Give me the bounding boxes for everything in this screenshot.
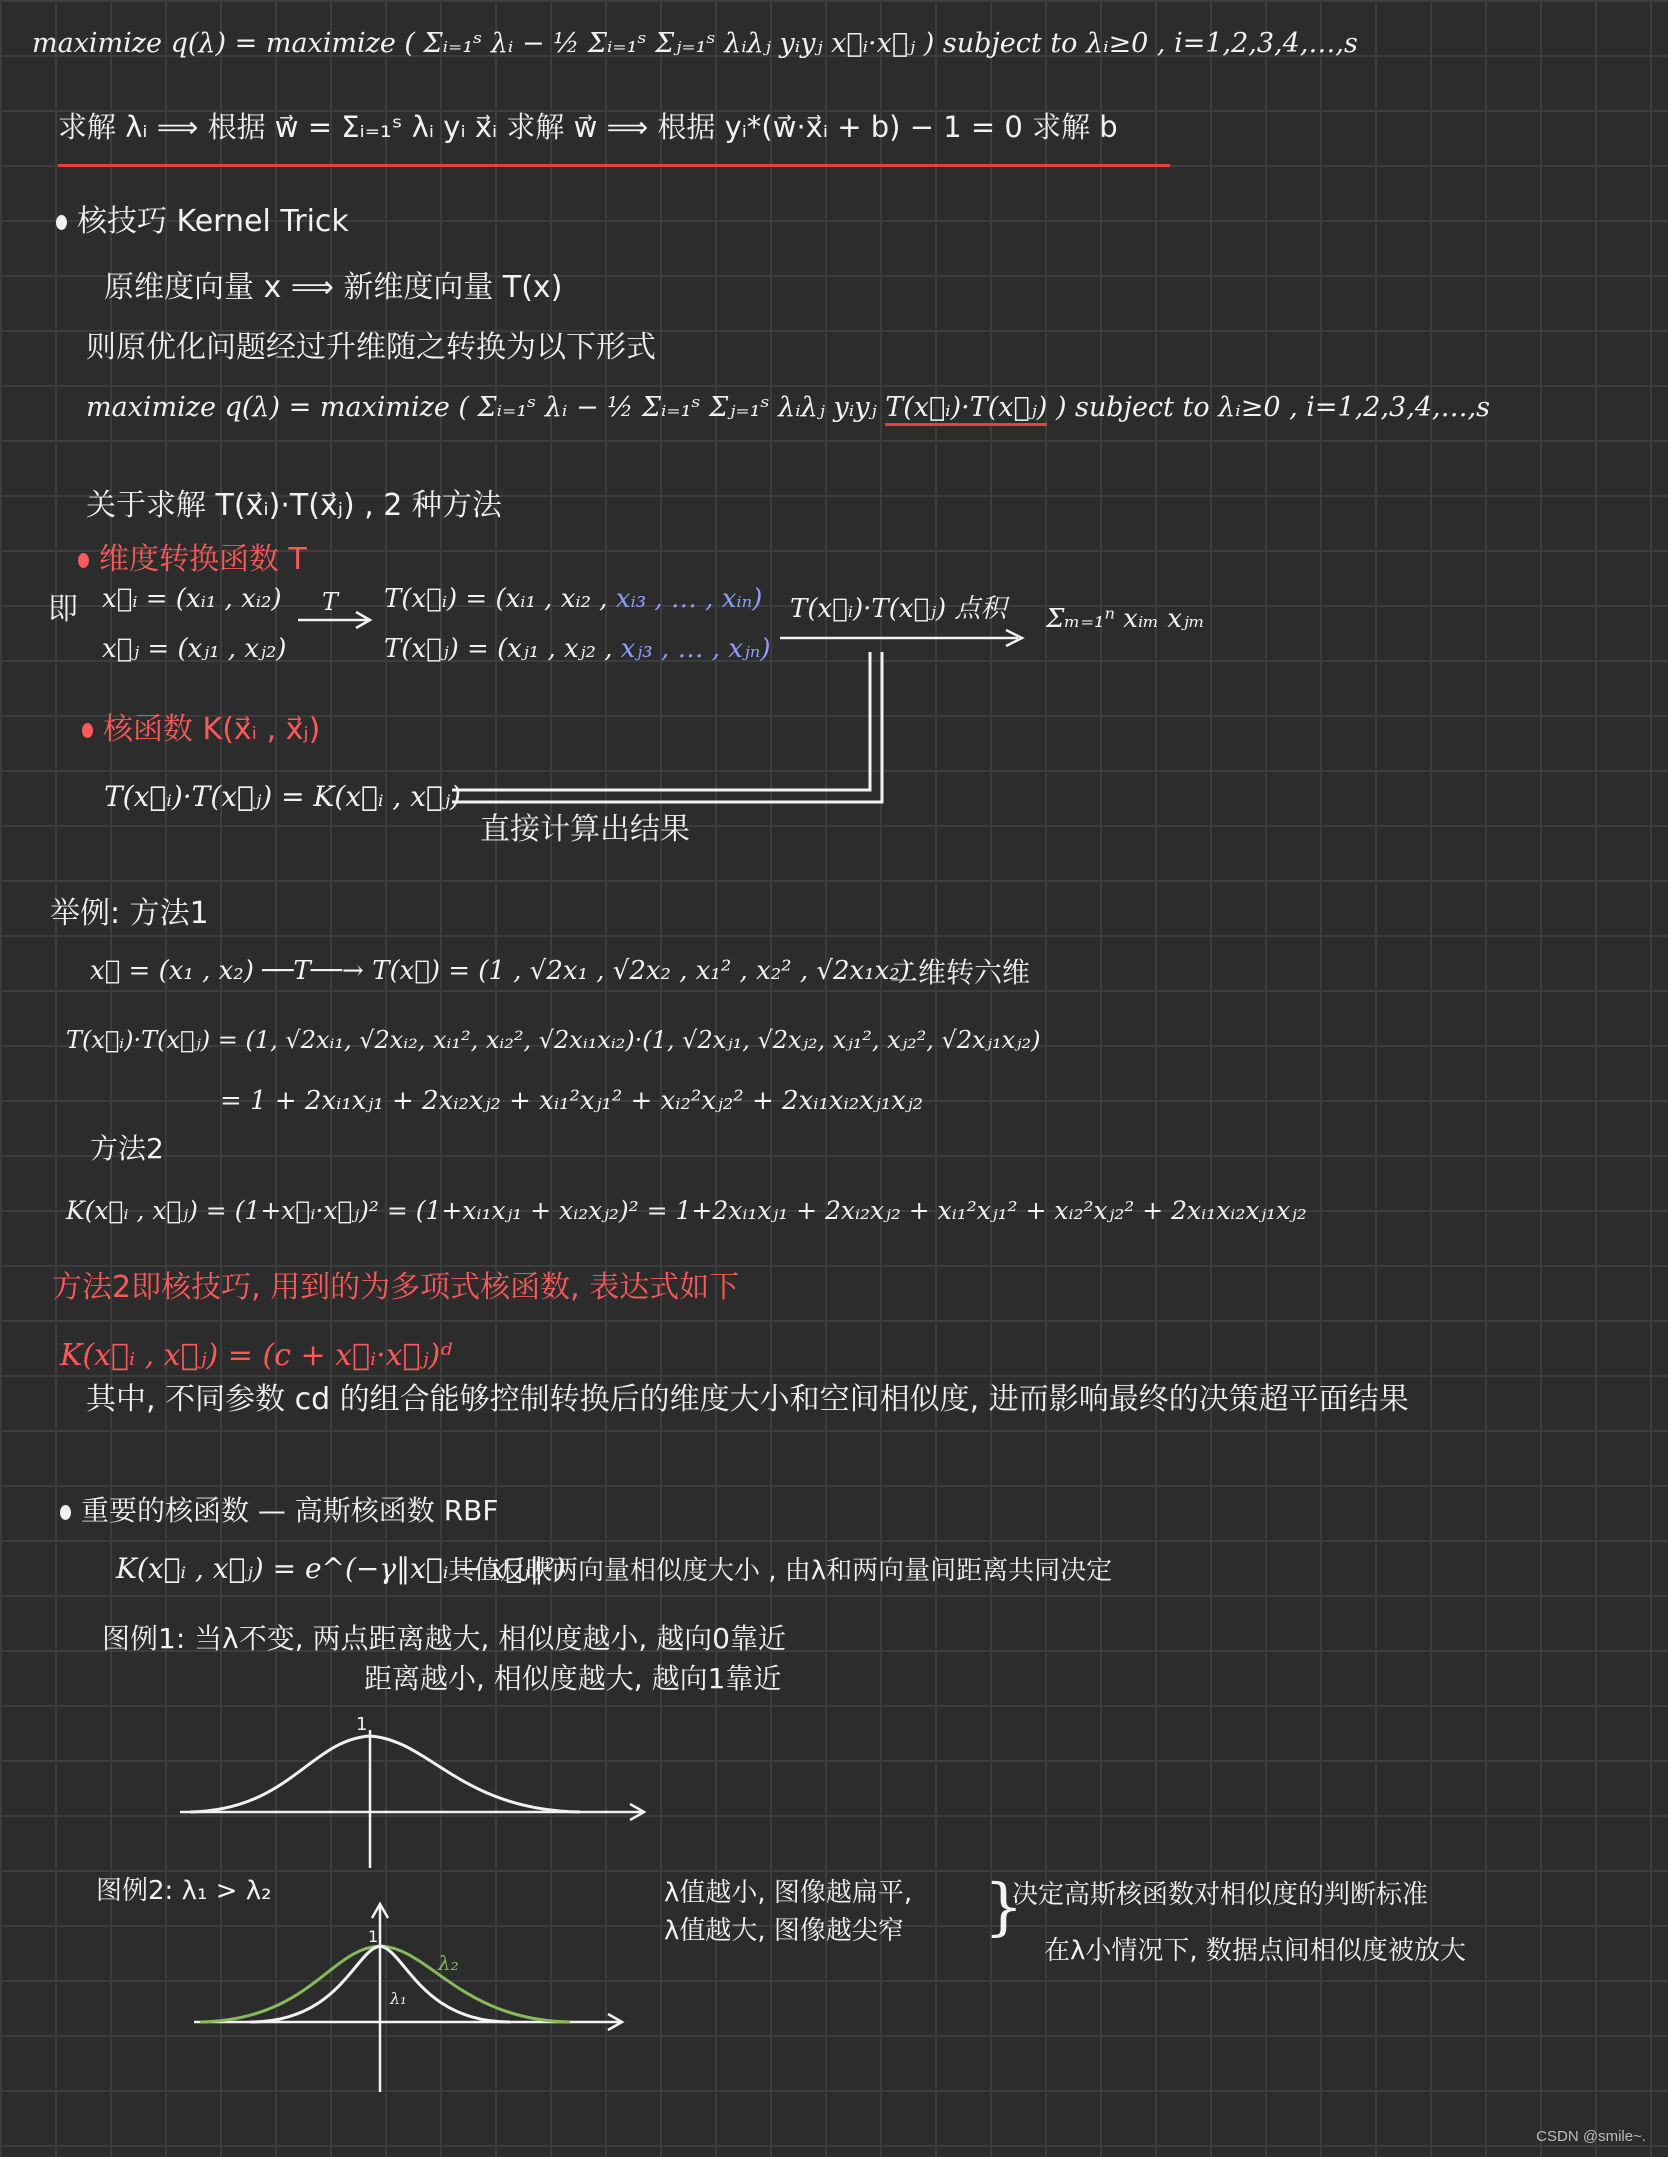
txj-definition-extra: xⱼ₃ , … , xⱼₙ) xyxy=(612,634,771,664)
transform-statement-line: 则原优化问题经过升维随之转换为以下形式 xyxy=(86,330,656,365)
lambda2-curve xyxy=(200,1946,570,2022)
solve-steps-line: 求解 λᵢ ⟹ 根据 w⃗ = Σᵢ₌₁ˢ λᵢ yᵢ x⃗ᵢ 求解 w⃗ ⟹ 根据 yᵢ*(w⃗·x⃗ᵢ + b) − 1 = 0 求解 b xyxy=(58,110,1118,144)
kernel-trick-heading xyxy=(56,204,349,240)
figure1-tick-label: 1 xyxy=(356,1714,368,1735)
example-mapping: x⃗ = (x₁ , x₂) ──T──→ T(x⃗) = (1 , √2x₁ , √2x₂ , x₁² , x₂² , √2x₁x₂) xyxy=(90,956,910,986)
method1-heading-text: 维度转换函数 T xyxy=(99,542,307,577)
lambda-small-note: λ值越小, 图像越扁平, xyxy=(664,1878,913,1908)
t-arrow-icon xyxy=(296,608,376,628)
lambda1-label: λ₁ xyxy=(390,1989,407,2008)
transformed-objective-line xyxy=(86,392,1490,424)
rbf-heading xyxy=(60,1494,498,1528)
figure1-caption-line1: 图例1: 当λ不变, 两点距离越大, 相似度越小, 越向0靠近 xyxy=(102,1622,786,1655)
rbf-equation: K(x⃗ᵢ , x⃗ⱼ) = e^(−γ‖x⃗ᵢ − x⃗ⱼ‖²) xyxy=(116,1552,566,1585)
conclusion-line2: 在λ小情况下, 数据点间相似度被放大 xyxy=(1044,1936,1466,1966)
xj-definition: x⃗ⱼ = (xⱼ₁ , xⱼ₂) xyxy=(102,634,287,664)
arrow-t-label: T xyxy=(322,588,339,616)
dimension-mapping-line: 原维度向量 x ⟹ 新维度向量 T(x) xyxy=(104,270,563,305)
double-connector-line xyxy=(450,650,880,810)
figure1-gaussian-curve xyxy=(180,1700,650,1870)
bullet-icon xyxy=(56,215,67,230)
transformed-dot-product-underlined: T(x⃗ᵢ)·T(x⃗ⱼ) xyxy=(885,392,1047,426)
dot-product-label: T(x⃗ᵢ)·T(x⃗ⱼ) 点积 xyxy=(790,594,1007,624)
transformed-objective-pre: maximize q(λ) = maximize ( Σᵢ₌₁ˢ λᵢ − ½ Σᵢ₌₁ˢ Σⱼ₌₁ˢ λᵢλⱼ yᵢyⱼ xyxy=(86,392,886,423)
red-divider xyxy=(58,164,1170,167)
example-kernel-expansion: K(x⃗ᵢ , x⃗ⱼ) = (1+x⃗ᵢ·x⃗ⱼ)² = (1+xᵢ₁xⱼ₁ + xᵢ₂xⱼ₂)² = 1+2xᵢ₁xⱼ₁ + 2xᵢ₂xⱼ₂ + xᵢ₁²xⱼ₁² + xᵢ₂²xⱼ₂² + 2xᵢ₁xᵢ₂xⱼ₁xⱼ₂ xyxy=(66,1196,1307,1225)
lambda-large-note: λ值越大, 图像越尖窄 xyxy=(664,1916,904,1946)
bullet-icon xyxy=(60,1505,71,1520)
two-methods-line: 关于求解 T(x⃗ᵢ)·T(x⃗ⱼ) , 2 种方法 xyxy=(86,488,502,523)
polynomial-note: 其中, 不同参数 cd 的组合能够控制转换后的维度大小和空间相似度, 进而影响最终的决策超平面结果 xyxy=(86,1382,1409,1417)
bullet-icon xyxy=(78,553,89,568)
transformed-objective-post: ) subject to λᵢ≥0 , i=1,2,3,4,…,s xyxy=(1047,392,1491,423)
dual-objective-line: maximize q(λ) = maximize ( Σᵢ₌₁ˢ λᵢ − ½ Σᵢ₌₁ˢ Σⱼ₌₁ˢ λᵢλⱼ yᵢyⱼ x⃗ᵢ·x⃗ⱼ ) subject to λᵢ≥0 , i=1,2,3,4,…,s xyxy=(32,28,1358,59)
txi-definition-extra: xᵢ₃ , … , xᵢₙ) xyxy=(607,584,763,614)
txj-definition-head: T(x⃗ⱼ) = (xⱼ₁ , xⱼ₂ , xyxy=(384,634,613,664)
sum-result: Σₘ₌₁ⁿ xᵢₘ xⱼₘ xyxy=(1046,604,1205,634)
example-dot-result: = 1 + 2xᵢ₁xⱼ₁ + 2xᵢ₂xⱼ₂ + xᵢ₁²xⱼ₁² + xᵢ₂²xⱼ₂² + 2xᵢ₁xᵢ₂xⱼ₁xⱼ₂ xyxy=(220,1086,924,1116)
curly-brace-icon: } xyxy=(984,1870,1024,1943)
polynomial-heading: 方法2即核技巧, 用到的为多项式核函数, 表达式如下 xyxy=(52,1270,740,1305)
example-heading: 举例: 方法1 xyxy=(50,896,209,931)
kernel-equation: T(x⃗ᵢ)·T(x⃗ⱼ) = K(x⃗ᵢ , x⃗ⱼ) xyxy=(104,780,462,813)
method2-heading-text: 核函数 K(x⃗ᵢ , x⃗ⱼ) xyxy=(103,712,321,747)
bullet-icon xyxy=(82,723,93,738)
figure2-tick-label: 1 xyxy=(368,1927,379,1946)
dot-product-arrow-icon xyxy=(778,628,1038,652)
kernel-trick-heading-text: 核技巧 Kernel Trick xyxy=(77,204,349,239)
figure1-caption-line2: 距离越小, 相似度越大, 越向1靠近 xyxy=(364,1662,782,1695)
polynomial-equation: K(x⃗ᵢ , x⃗ⱼ) = (c + x⃗ᵢ·x⃗ⱼ)ᵈ xyxy=(60,1338,453,1373)
rbf-heading-text: 重要的核函数 — 高斯核函数 RBF xyxy=(81,1494,499,1527)
example-dot-expansion: T(x⃗ᵢ)·T(x⃗ⱼ) = (1, √2xᵢ₁, √2xᵢ₂, xᵢ₁², xᵢ₂², √2xᵢ₁xᵢ₂)·(1, √2xⱼ₁, √2xⱼ₂, xⱼ₁², xⱼ₂², √2xⱼ₁xⱼ₂) xyxy=(66,1026,1041,1054)
lambda2-label: λ₂ xyxy=(438,1951,459,1975)
watermark-footer: CSDN @smile~. xyxy=(1536,2128,1646,2145)
method2-label: 方法2 xyxy=(90,1132,164,1165)
xi-definition: x⃗ᵢ = (xᵢ₁ , xᵢ₂) xyxy=(102,584,282,614)
ji-label: 即 xyxy=(48,592,78,627)
direct-compute-note: 直接计算出结果 xyxy=(480,812,690,847)
method2-heading xyxy=(82,712,320,748)
rbf-note: 其值反映两向量相似度大小 , 由λ和两向量间距离共同决定 xyxy=(448,1556,1113,1586)
txi-definition xyxy=(384,584,762,615)
method1-heading xyxy=(78,542,307,578)
example-mapping-note: 二维转六维 xyxy=(890,956,1031,989)
figure2-gaussian-curves xyxy=(190,1896,630,2096)
figure2-caption: 图例2: λ₁ > λ₂ xyxy=(96,1876,272,1906)
txi-definition-head: T(x⃗ᵢ) = (xᵢ₁ , xᵢ₂ , xyxy=(384,584,608,614)
conclusion-line1: 决定高斯核函数对相似度的判断标准 xyxy=(1012,1880,1429,1910)
